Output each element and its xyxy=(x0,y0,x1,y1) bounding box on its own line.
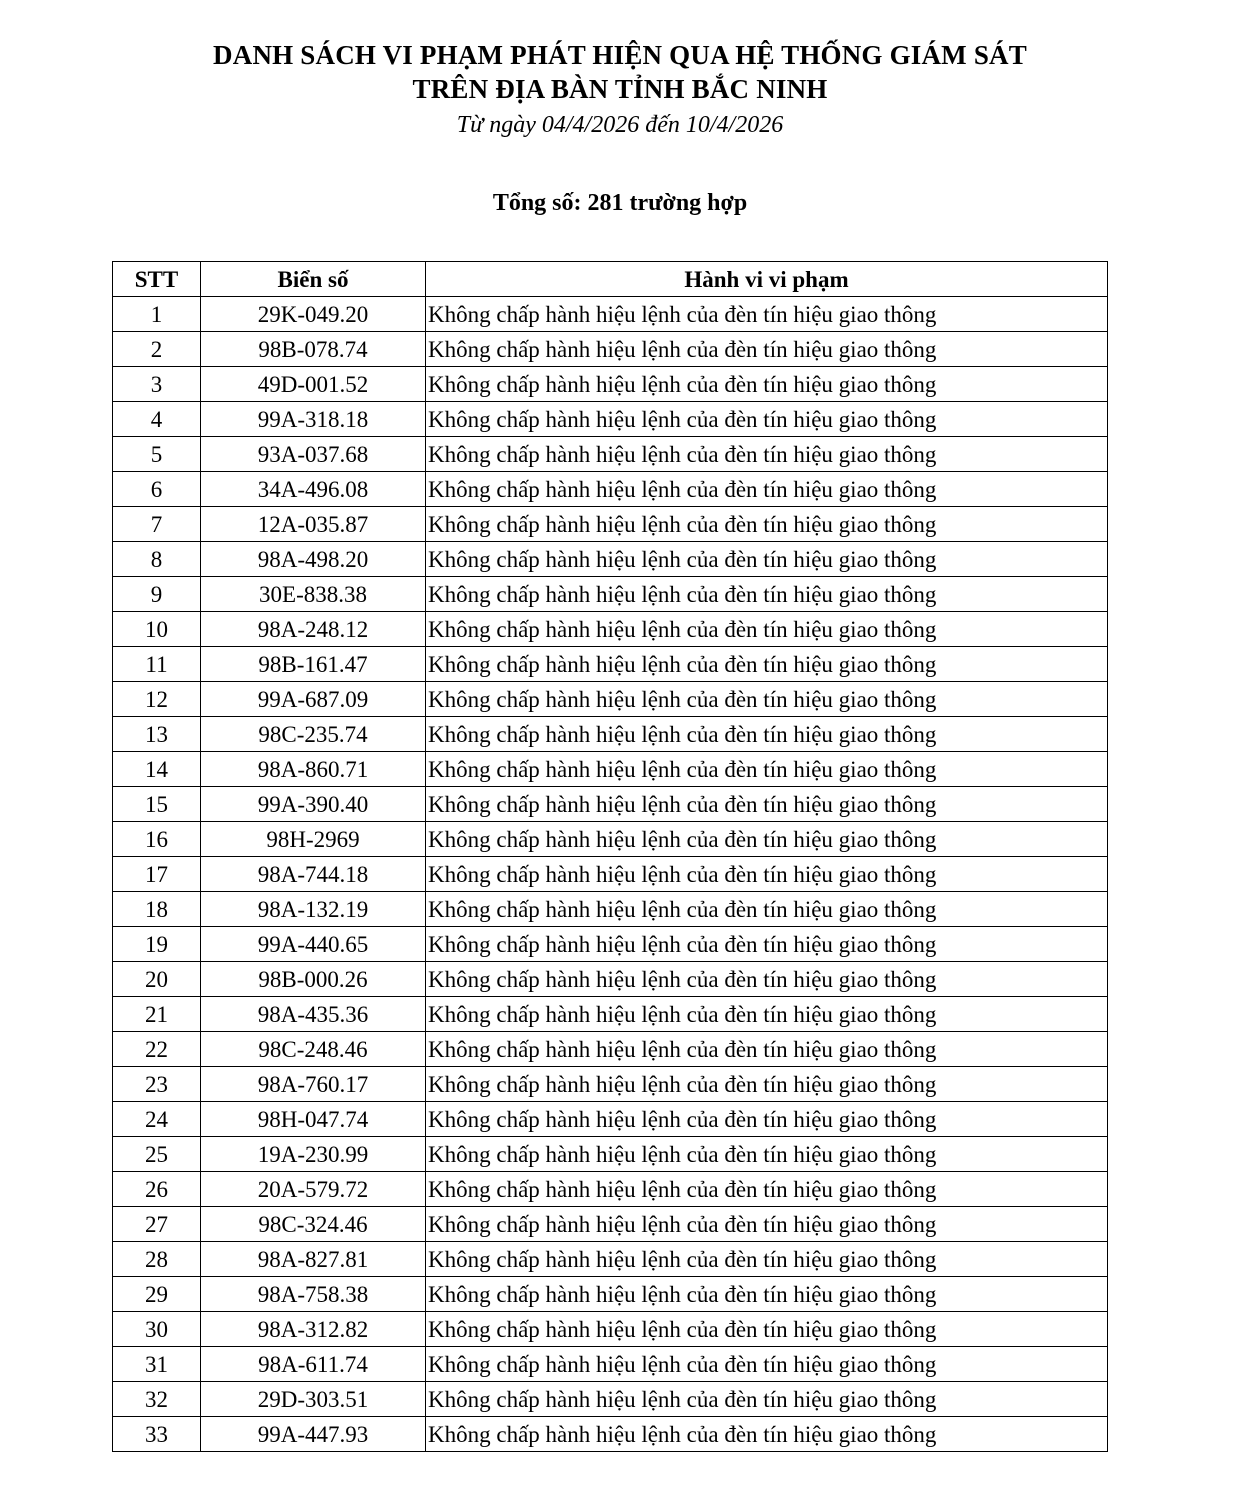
table-body xyxy=(113,297,1108,1452)
cell-license-plate: 99A-447.93 xyxy=(201,1417,426,1452)
cell-violation-action: Không chấp hành hiệu lệnh của đèn tín hiệu giao thông xyxy=(426,1312,1108,1347)
cell-license-plate: 99A-318.18 xyxy=(201,402,426,437)
table-row xyxy=(113,857,1108,892)
cell-license-plate: 98A-760.17 xyxy=(201,1067,426,1102)
cell-license-plate: 19A-230.99 xyxy=(201,1137,426,1172)
cell-stt: 10 xyxy=(113,612,201,647)
cell-stt: 1 xyxy=(113,297,201,332)
cell-license-plate: 98B-000.26 xyxy=(201,962,426,997)
cell-license-plate: 98A-132.19 xyxy=(201,892,426,927)
cell-violation-action: Không chấp hành hiệu lệnh của đèn tín hiệu giao thông xyxy=(426,927,1108,962)
cell-license-plate: 99A-390.40 xyxy=(201,787,426,822)
table-row xyxy=(113,297,1108,332)
cell-stt: 6 xyxy=(113,472,201,507)
cell-stt: 30 xyxy=(113,1312,201,1347)
cell-violation-action: Không chấp hành hiệu lệnh của đèn tín hiệu giao thông xyxy=(426,647,1108,682)
table-header-row xyxy=(113,262,1108,297)
cell-license-plate: 98B-161.47 xyxy=(201,647,426,682)
cell-violation-action: Không chấp hành hiệu lệnh của đèn tín hiệu giao thông xyxy=(426,577,1108,612)
cell-stt: 3 xyxy=(113,367,201,402)
cell-stt: 13 xyxy=(113,717,201,752)
cell-stt: 31 xyxy=(113,1347,201,1382)
cell-license-plate: 49D-001.52 xyxy=(201,367,426,402)
cell-violation-action: Không chấp hành hiệu lệnh của đèn tín hiệu giao thông xyxy=(426,1242,1108,1277)
table-row xyxy=(113,962,1108,997)
cell-violation-action: Không chấp hành hiệu lệnh của đèn tín hiệu giao thông xyxy=(426,1137,1108,1172)
cell-license-plate: 98C-324.46 xyxy=(201,1207,426,1242)
cell-stt: 9 xyxy=(113,577,201,612)
cell-violation-action: Không chấp hành hiệu lệnh của đèn tín hiệu giao thông xyxy=(426,787,1108,822)
cell-violation-action: Không chấp hành hiệu lệnh của đèn tín hiệu giao thông xyxy=(426,437,1108,472)
cell-stt: 17 xyxy=(113,857,201,892)
cell-stt: 27 xyxy=(113,1207,201,1242)
table-row xyxy=(113,332,1108,367)
table-row xyxy=(113,1207,1108,1242)
cell-license-plate: 29K-049.20 xyxy=(201,297,426,332)
table-row xyxy=(113,1312,1108,1347)
cell-violation-action: Không chấp hành hiệu lệnh của đèn tín hiệu giao thông xyxy=(426,1417,1108,1452)
cell-license-plate: 12A-035.87 xyxy=(201,507,426,542)
table-row xyxy=(113,1382,1108,1417)
table-row xyxy=(113,927,1108,962)
cell-license-plate: 98C-235.74 xyxy=(201,717,426,752)
cell-license-plate: 98A-498.20 xyxy=(201,542,426,577)
cell-stt: 24 xyxy=(113,1102,201,1137)
cell-violation-action: Không chấp hành hiệu lệnh của đèn tín hiệu giao thông xyxy=(426,1067,1108,1102)
cell-license-plate: 98A-248.12 xyxy=(201,612,426,647)
table-row xyxy=(113,787,1108,822)
cell-stt: 23 xyxy=(113,1067,201,1102)
table-row xyxy=(113,437,1108,472)
table-row xyxy=(113,367,1108,402)
document-date-range: Từ ngày 04/4/2026 đến 10/4/2026 xyxy=(456,112,784,138)
table-row xyxy=(113,1242,1108,1277)
cell-violation-action: Không chấp hành hiệu lệnh của đèn tín hiệu giao thông xyxy=(426,857,1108,892)
cell-license-plate: 99A-440.65 xyxy=(201,927,426,962)
table-row xyxy=(113,682,1108,717)
table-head xyxy=(113,262,1108,297)
cell-license-plate: 98A-758.38 xyxy=(201,1277,426,1312)
cell-license-plate: 98H-2969 xyxy=(201,822,426,857)
violations-table-container xyxy=(0,261,1240,1452)
cell-stt: 5 xyxy=(113,437,201,472)
cell-violation-action: Không chấp hành hiệu lệnh của đèn tín hiệu giao thông xyxy=(426,507,1108,542)
table-row xyxy=(113,1067,1108,1102)
cell-stt: 22 xyxy=(113,1032,201,1067)
table-row xyxy=(113,1417,1108,1452)
cell-violation-action: Không chấp hành hiệu lệnh của đèn tín hiệu giao thông xyxy=(426,682,1108,717)
table-row xyxy=(113,997,1108,1032)
table-row xyxy=(113,822,1108,857)
document-title-line-2: TRÊN ĐỊA BÀN TỈNH BẮC NINH xyxy=(412,74,828,104)
cell-stt: 28 xyxy=(113,1242,201,1277)
cell-stt: 21 xyxy=(113,997,201,1032)
cell-violation-action: Không chấp hành hiệu lệnh của đèn tín hiệu giao thông xyxy=(426,542,1108,577)
cell-license-plate: 98A-860.71 xyxy=(201,752,426,787)
table-row xyxy=(113,1137,1108,1172)
cell-stt: 33 xyxy=(113,1417,201,1452)
cell-stt: 19 xyxy=(113,927,201,962)
cell-violation-action: Không chấp hành hiệu lệnh của đèn tín hiệu giao thông xyxy=(426,367,1108,402)
cell-stt: 16 xyxy=(113,822,201,857)
cell-violation-action: Không chấp hành hiệu lệnh của đèn tín hiệu giao thông xyxy=(426,1347,1108,1382)
cell-license-plate: 99A-687.09 xyxy=(201,682,426,717)
cell-stt: 4 xyxy=(113,402,201,437)
table-row xyxy=(113,1172,1108,1207)
cell-stt: 26 xyxy=(113,1172,201,1207)
table-row xyxy=(113,752,1108,787)
document-title-line-1: DANH SÁCH VI PHẠM PHÁT HIỆN QUA HỆ THỐNG GIÁM SÁT xyxy=(213,40,1027,70)
cell-license-plate: 98A-312.82 xyxy=(201,1312,426,1347)
table-row xyxy=(113,717,1108,752)
document-total-count: Tổng số: 281 trường hợp xyxy=(492,190,748,216)
cell-violation-action: Không chấp hành hiệu lệnh của đèn tín hiệu giao thông xyxy=(426,612,1108,647)
cell-stt: 14 xyxy=(113,752,201,787)
cell-license-plate: 98A-827.81 xyxy=(201,1242,426,1277)
cell-violation-action: Không chấp hành hiệu lệnh của đèn tín hiệu giao thông xyxy=(426,1277,1108,1312)
cell-stt: 32 xyxy=(113,1382,201,1417)
table-row xyxy=(113,647,1108,682)
cell-violation-action: Không chấp hành hiệu lệnh của đèn tín hiệu giao thông xyxy=(426,892,1108,927)
cell-license-plate: 30E-838.38 xyxy=(201,577,426,612)
table-row xyxy=(113,542,1108,577)
cell-violation-action: Không chấp hành hiệu lệnh của đèn tín hiệu giao thông xyxy=(426,1102,1108,1137)
table-row xyxy=(113,612,1108,647)
cell-violation-action: Không chấp hành hiệu lệnh của đèn tín hiệu giao thông xyxy=(426,1207,1108,1242)
cell-stt: 25 xyxy=(113,1137,201,1172)
column-header-action: Hành vi vi phạm xyxy=(426,262,1108,297)
cell-stt: 2 xyxy=(113,332,201,367)
cell-stt: 11 xyxy=(113,647,201,682)
cell-license-plate: 29D-303.51 xyxy=(201,1382,426,1417)
table-row xyxy=(113,507,1108,542)
cell-stt: 7 xyxy=(113,507,201,542)
cell-violation-action: Không chấp hành hiệu lệnh của đèn tín hiệu giao thông xyxy=(426,1172,1108,1207)
table-row xyxy=(113,1032,1108,1067)
cell-violation-action: Không chấp hành hiệu lệnh của đèn tín hiệu giao thông xyxy=(426,997,1108,1032)
cell-violation-action: Không chấp hành hiệu lệnh của đèn tín hiệu giao thông xyxy=(426,717,1108,752)
cell-stt: 15 xyxy=(113,787,201,822)
table-row xyxy=(113,1102,1108,1137)
table-row xyxy=(113,1277,1108,1312)
cell-violation-action: Không chấp hành hiệu lệnh của đèn tín hiệu giao thông xyxy=(426,1382,1108,1417)
cell-license-plate: 98A-744.18 xyxy=(201,857,426,892)
cell-license-plate: 93A-037.68 xyxy=(201,437,426,472)
cell-violation-action: Không chấp hành hiệu lệnh của đèn tín hiệu giao thông xyxy=(426,822,1108,857)
cell-stt: 29 xyxy=(113,1277,201,1312)
table-row xyxy=(113,892,1108,927)
cell-license-plate: 34A-496.08 xyxy=(201,472,426,507)
cell-license-plate: 98A-611.74 xyxy=(201,1347,426,1382)
table-row xyxy=(113,402,1108,437)
cell-violation-action: Không chấp hành hiệu lệnh của đèn tín hiệu giao thông xyxy=(426,297,1108,332)
cell-violation-action: Không chấp hành hiệu lệnh của đèn tín hiệu giao thông xyxy=(426,472,1108,507)
cell-stt: 8 xyxy=(113,542,201,577)
table-row xyxy=(113,577,1108,612)
cell-stt: 20 xyxy=(113,962,201,997)
table-row xyxy=(113,1347,1108,1382)
table-row xyxy=(113,472,1108,507)
cell-license-plate: 98C-248.46 xyxy=(201,1032,426,1067)
cell-license-plate: 98B-078.74 xyxy=(201,332,426,367)
cell-violation-action: Không chấp hành hiệu lệnh của đèn tín hiệu giao thông xyxy=(426,962,1108,997)
violations-table xyxy=(112,261,1108,1452)
cell-license-plate: 98H-047.74 xyxy=(201,1102,426,1137)
cell-violation-action: Không chấp hành hiệu lệnh của đèn tín hiệu giao thông xyxy=(426,402,1108,437)
cell-violation-action: Không chấp hành hiệu lệnh của đèn tín hiệu giao thông xyxy=(426,752,1108,787)
column-header-plate: Biển số xyxy=(201,262,426,297)
cell-stt: 12 xyxy=(113,682,201,717)
cell-violation-action: Không chấp hành hiệu lệnh của đèn tín hiệu giao thông xyxy=(426,332,1108,367)
cell-license-plate: 20A-579.72 xyxy=(201,1172,426,1207)
cell-violation-action: Không chấp hành hiệu lệnh của đèn tín hiệu giao thông xyxy=(426,1032,1108,1067)
column-header-stt: STT xyxy=(113,262,201,297)
cell-license-plate: 98A-435.36 xyxy=(201,997,426,1032)
document-header xyxy=(0,38,1240,218)
cell-stt: 18 xyxy=(113,892,201,927)
